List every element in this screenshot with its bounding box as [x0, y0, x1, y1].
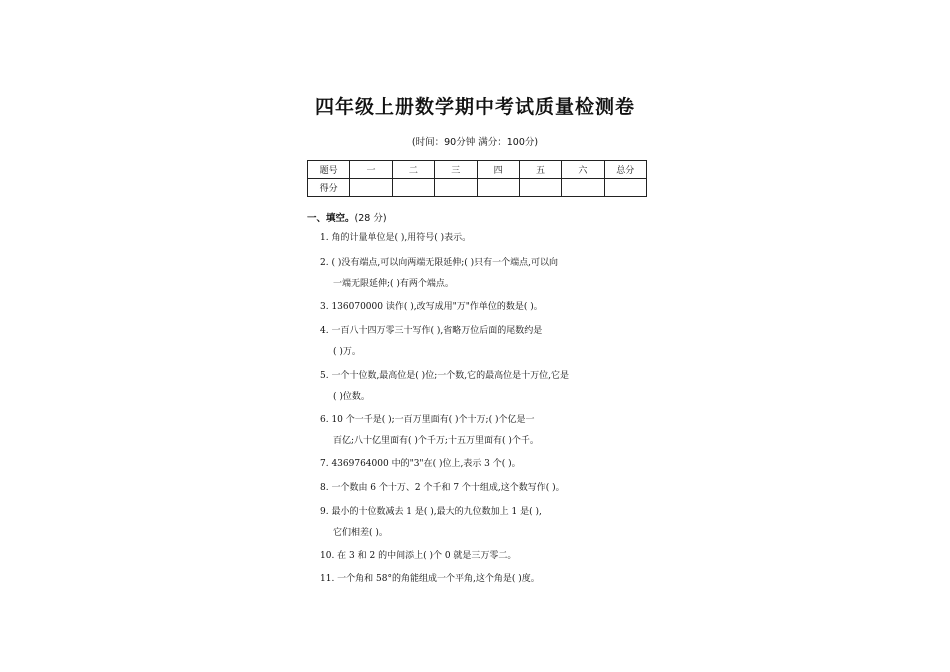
question-1 [320, 228, 650, 249]
score-cell [604, 179, 646, 197]
question-text-continued: ( )位数。 [333, 392, 370, 402]
header-cell: 二 [392, 161, 434, 179]
header-cell: 三 [435, 161, 477, 179]
score-cell [392, 179, 434, 197]
question-text: 9. 最小的十位数减去 1 是( ),最大的九位数加上 1 是( ), [320, 507, 542, 517]
question-9 [320, 502, 650, 544]
question-text: 11. 一个角和 58°的角能组成一个平角,这个角是( )度。 [320, 574, 540, 584]
question-8 [320, 478, 650, 499]
question-text: 8. 一个数由 6 个十万、2 个千和 7 个十组成,这个数写作( )。 [320, 483, 565, 493]
question-6 [320, 410, 650, 452]
score-table-header-row [308, 161, 647, 179]
question-text-continued: 它们相差( )。 [333, 528, 388, 538]
score-cell [477, 179, 519, 197]
score-cell [519, 179, 561, 197]
score-cell [350, 179, 392, 197]
question-text: 6. 10 个一千是( );一百万里面有( )个十万;( )个亿是一 [320, 415, 535, 425]
question-text: 5. 一个十位数,最高位是( )位;一个数,它的最高位是十万位,它是 [320, 371, 569, 381]
question-text-continued: 一端无限延伸;( )有两个端点。 [333, 279, 454, 289]
question-text: 10. 在 3 和 2 的中间添上( )个 0 就是三万零二。 [320, 551, 517, 561]
question-3 [320, 297, 650, 318]
question-text-continued: ( )万。 [333, 347, 361, 357]
score-table [307, 160, 647, 197]
question-text: 3. 136070000 读作( ),改写成用"万"作单位的数是( )。 [320, 302, 543, 312]
header-cell: 五 [519, 161, 561, 179]
question-text: 1. 角的计量单位是( ),用符号( )表示。 [320, 233, 472, 243]
question-text: 4. 一百八十四万零三十写作( ),省略万位后面的尾数约是 [320, 326, 543, 336]
score-row-label: 得分 [308, 179, 350, 197]
question-7 [320, 454, 650, 475]
question-text-continued: 百亿;八十亿里面有( )个千万;十五万里面有( )个千。 [333, 436, 539, 446]
section-heading [307, 210, 387, 224]
header-cell: 六 [562, 161, 604, 179]
question-2 [320, 253, 650, 295]
question-text: 7. 4369764000 中的"3"在( )位上,表示 3 个( )。 [320, 459, 521, 469]
page-title: 四年级上册数学期中考试质量检测卷 [314, 96, 635, 118]
question-11 [320, 569, 650, 590]
header-cell: 一 [350, 161, 392, 179]
exam-info: (时间：90分钟 满分：100分) [411, 137, 539, 148]
header-cell: 四 [477, 161, 519, 179]
section-points: (28 分) [354, 213, 387, 224]
score-cell [435, 179, 477, 197]
question-text: 2. ( )没有端点,可以向两端无限延伸;( )只有一个端点,可以向 [320, 258, 558, 268]
score-table-score-row [308, 179, 647, 197]
header-cell: 题号 [308, 161, 350, 179]
question-10 [320, 546, 650, 567]
score-cell [562, 179, 604, 197]
question-5 [320, 366, 650, 408]
question-4 [320, 321, 650, 363]
header-cell: 总分 [604, 161, 646, 179]
section-heading-text: 一、填空。 [307, 213, 355, 224]
